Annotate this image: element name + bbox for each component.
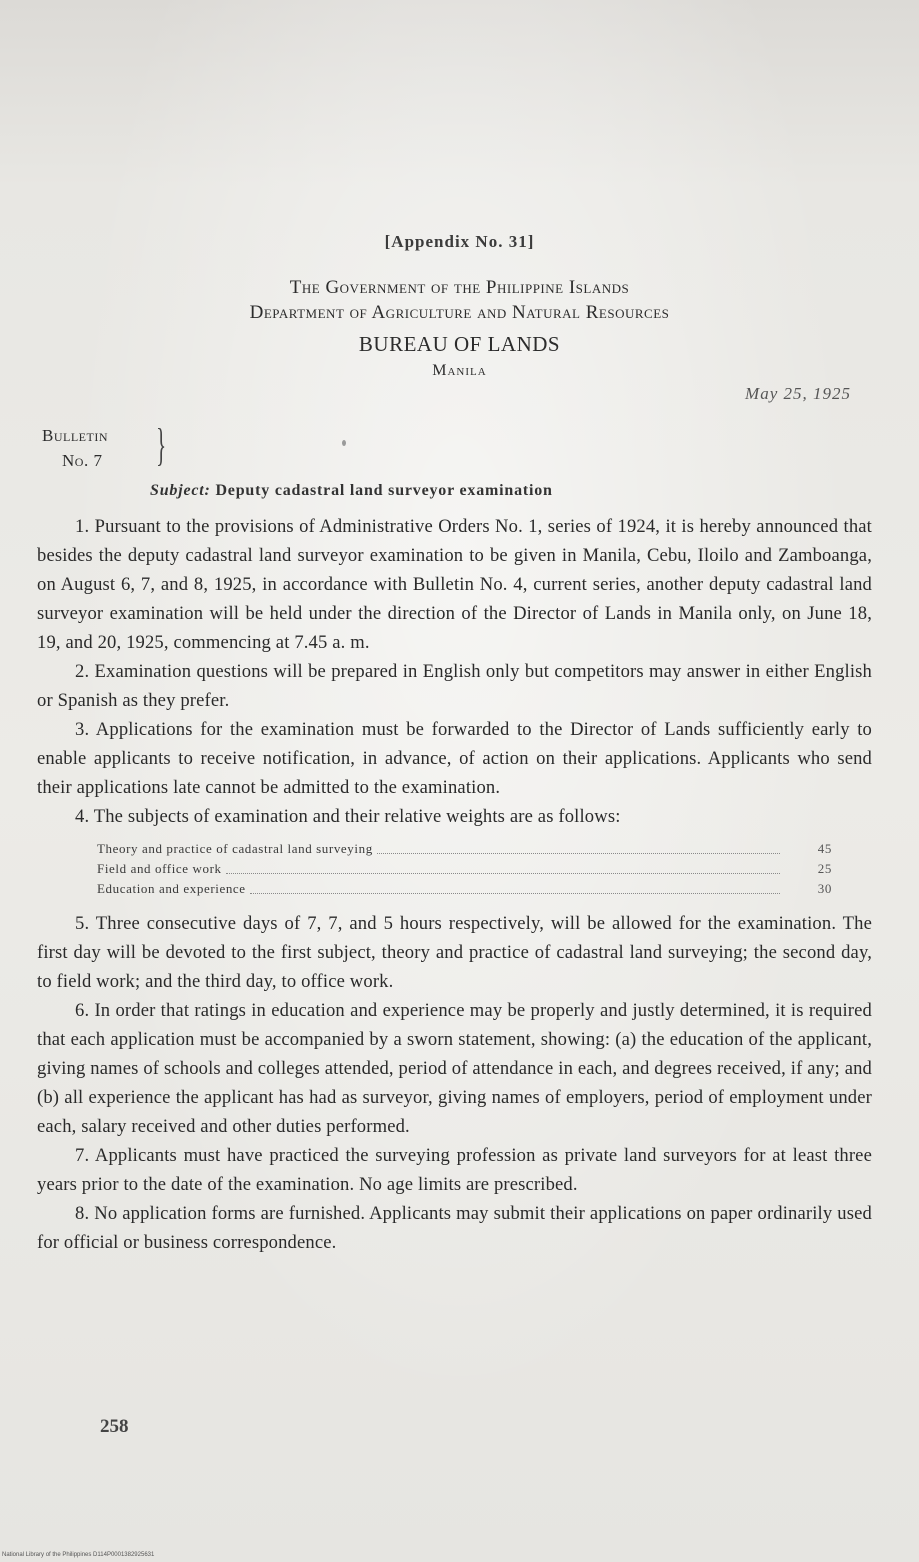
dot-leader xyxy=(226,873,780,874)
paragraph-1: 1. Pursuant to the provisions of Administrative Orders No. 1, series of 1924, it is hereby announced that besides the deputy cadastral land surveyor examination to be given in Manila, Cebu, Iloilo and Zamboanga, on August 6, 7, and 8, 1925, in accordance with Bulletin No. 4, current series, another deputy cadastral land surveyor examination will be held under the direction of the Director of Lands in Manila only, on June 18, 19, and 20, 1925, commencing at 7.45 a. m. xyxy=(37,516,872,653)
paragraph-4: 4. The subjects of examination and their relative weights are as follows: xyxy=(75,806,621,827)
bulletin-body xyxy=(37,512,872,1257)
dot-leader xyxy=(250,893,780,894)
government-heading: The Government of the Philippine Islands xyxy=(289,277,630,298)
paragraph-5: 5. Three consecutive days of 7, 7, and 5 hours respectively, will be allowed for the examination. The first day will be devoted to the first subject, theory and practice of cadastral land surveying; the second day, to field work; and the third day, to office work. xyxy=(37,913,872,992)
weight-row xyxy=(97,839,832,859)
city-heading: Manila xyxy=(432,362,487,379)
scan-footer: National Library of the Philippines D114P0001382925631 xyxy=(2,1552,155,1558)
bureau-heading: BUREAU OF LANDS xyxy=(358,332,561,356)
weight-row xyxy=(97,879,832,899)
weight-subject: Field and office work xyxy=(97,861,222,876)
paragraph-8: 8. No application forms are furnished. Applicants may submit their applications on paper ordinarily used for official or business correspondence. xyxy=(37,1203,872,1253)
dot-leader xyxy=(377,853,780,854)
page-number: 258 xyxy=(100,1416,129,1437)
weight-value: 45 xyxy=(817,841,832,856)
subject-text: Deputy cadastral land surveyor examination xyxy=(215,482,553,499)
weights-table xyxy=(37,839,832,899)
brace-icon: } xyxy=(156,419,167,470)
weight-value: 25 xyxy=(817,861,832,876)
appendix-heading: [Appendix No. 31] xyxy=(384,232,535,251)
paragraph-6: 6. In order that ratings in education and experience may be properly and justly determined, it is required that each application must be accompanied by a sworn statement, showing: (a) the education of the applicant, giving names of schools and colleges attended, period of attendance in each, and degrees received, if any; and (b) all experience the applicant has had as surveyor, giving names of employers, period of employment under each, salary received and other duties performed. xyxy=(37,1000,872,1137)
department-heading: Department of Agriculture and Natural Resources xyxy=(249,302,670,323)
bulletin-number: No. 7 xyxy=(62,451,103,470)
document-date: May 25, 1925 xyxy=(745,384,851,403)
paragraph-3: 3. Applications for the examination must be forwarded to the Director of Lands sufficiently early to enable applicants to receive notification, in advance, of action on their applications. Applicants who send their applications late cannot be admitted to the examination. xyxy=(37,719,872,798)
ink-speck xyxy=(342,440,346,446)
subject-line xyxy=(150,482,553,500)
paragraph-7: 7. Applicants must have practiced the surveying profession as private land surveyors for at least three years prior to the date of the examination. No age limits are prescribed. xyxy=(37,1145,872,1195)
weight-value: 30 xyxy=(817,881,832,896)
paragraph-2: 2. Examination questions will be prepared in English only but competitors may answer in either English or Spanish as they prefer. xyxy=(37,661,872,711)
weight-subject: Theory and practice of cadastral land surveying xyxy=(97,841,373,856)
subject-label: Subject: xyxy=(150,482,211,499)
weight-row xyxy=(97,859,832,879)
bulletin-label xyxy=(42,423,108,473)
bulletin-title: Bulletin xyxy=(42,426,108,445)
weight-subject: Education and experience xyxy=(97,881,246,896)
